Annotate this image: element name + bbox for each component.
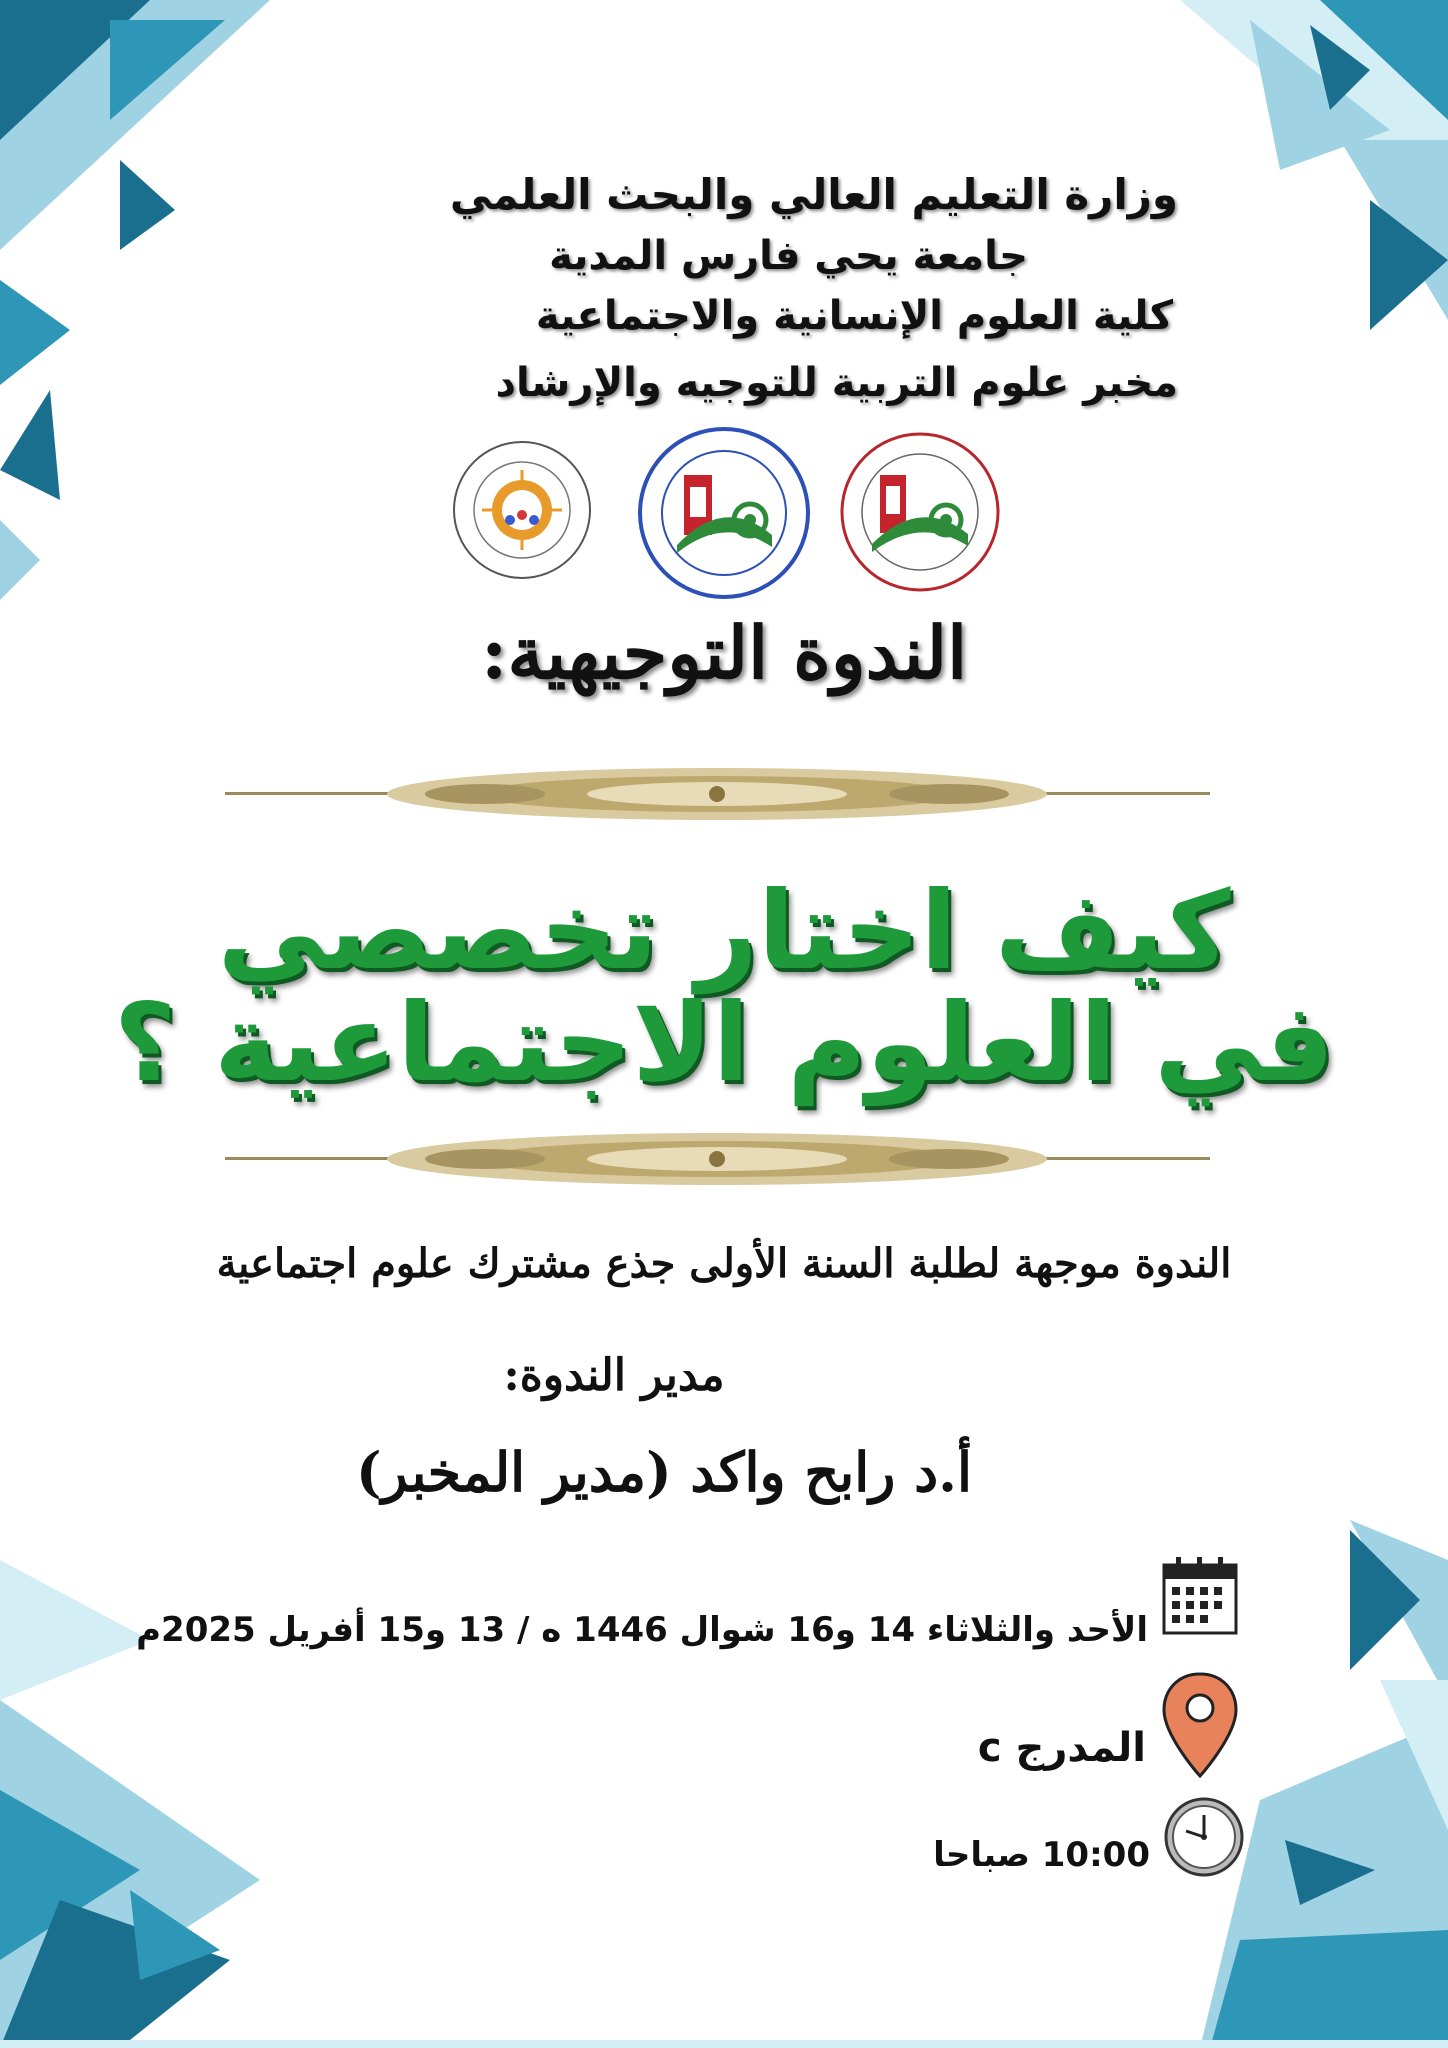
location-text: المدرج c <box>977 1725 1146 1771</box>
ministry-heading: وزارة التعليم العالي والبحث العلمي <box>449 170 1178 219</box>
university-logo <box>830 430 1010 595</box>
lab-logo <box>435 435 610 585</box>
main-title-line2: في العلوم الاجتماعية ؟ <box>113 981 1335 1106</box>
time-text: 10:00 صباحا <box>933 1835 1150 1875</box>
main-title-line1: كيف اختار تخصصي <box>217 869 1231 994</box>
director-name: أ.د رابح واكد (مدير المخبر) <box>356 1440 972 1504</box>
ornament-divider-bottom <box>225 1125 1210 1195</box>
ornament-divider-top <box>225 760 1210 830</box>
faculty-heading: كلية العلوم الإنسانية والاجتماعية <box>535 293 1173 339</box>
lab-heading: مخبر علوم التربية للتوجيه والإرشاد <box>495 360 1178 406</box>
calendar-icon <box>1160 1555 1240 1637</box>
map-pin-icon <box>1160 1670 1240 1780</box>
seminar-label: الندوة التوجيهية: <box>480 610 968 695</box>
director-label: مدير الندوة: <box>503 1350 725 1401</box>
date-text: الأحد والثلاثاء 14 و16 شوال 1446 ه / 13 و15 أفريل 2025م <box>136 1610 1148 1650</box>
clock-icon <box>1162 1795 1246 1879</box>
faculty-logo <box>632 425 817 600</box>
university-heading: جامعة يحي فارس المدية <box>549 233 1028 279</box>
audience-text: الندوة موجهة لطلبة السنة الأولى جذع مشترك علوم اجتماعية <box>216 1240 1232 1287</box>
